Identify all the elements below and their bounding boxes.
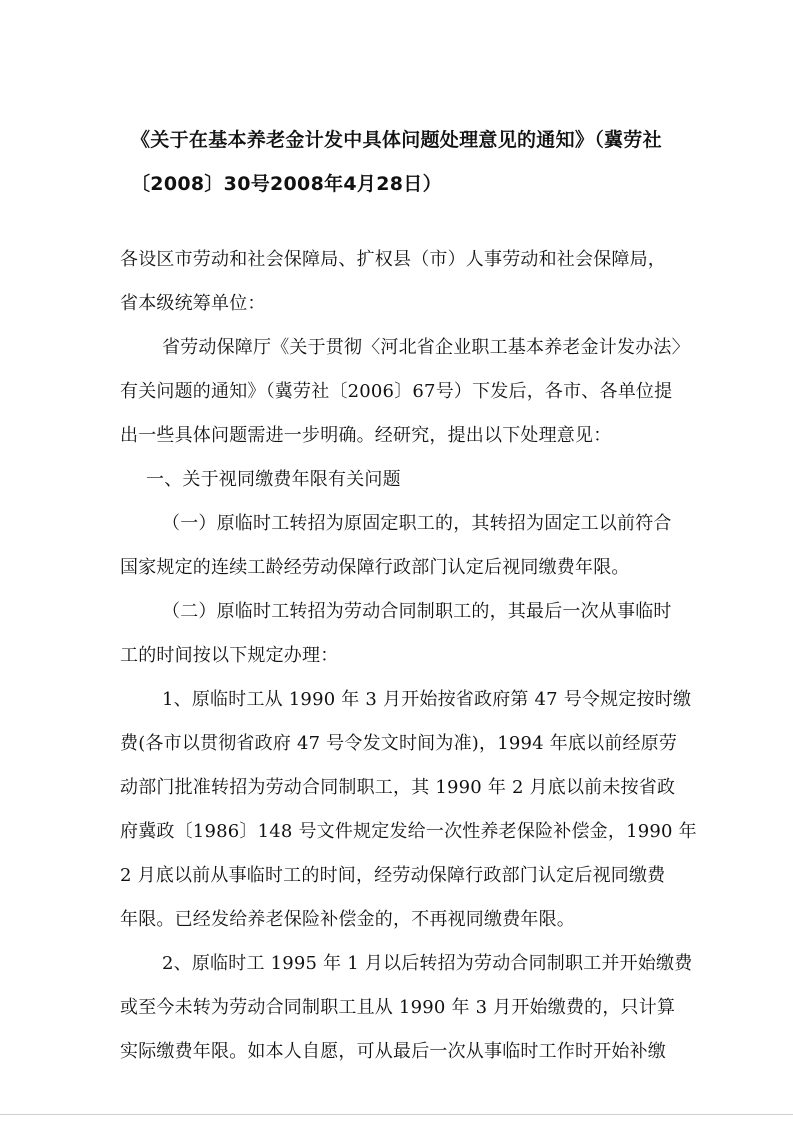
body-line-sub-1c: 动部门批准转招为劳动合同制职工，其 1990 年 2 月底以前未按省政: [120, 777, 676, 798]
body-line-sub-2c: 实际缴费年限。如本人自愿，可从最后一次从事临时工作时开始补缴: [120, 1041, 666, 1062]
body-line-sub-1b: 费(各市以贯彻省政府 47 号令发文时间为准)，1994 年底以前经原劳: [120, 733, 678, 754]
body-line-item-1a: （一）原临时工转招为原固定职工的，其转招为固定工以前符合: [162, 513, 672, 534]
document-title-line-1: 《关于在基本养老金计发中具体问题处理意见的通知》（冀劳社: [131, 129, 662, 151]
body-line-sub-1a: 1、原临时工从 1990 年 3 月开始按省政府第 47 号令规定按时缴: [162, 689, 692, 710]
section-heading-1: 一、关于视同缴费年限有关问题: [146, 469, 401, 490]
body-line-sub-2b: 或至今未转为劳动合同制职工且从 1990 年 3 月开始缴费的，只计算: [120, 997, 676, 1018]
document-title-line-2: 〔2008〕30号2008年4月28日）: [131, 173, 442, 195]
body-line-addressee-2: 省本级统筹单位：: [120, 293, 266, 314]
body-line-item-2b: 工的时间按以下规定办理：: [120, 645, 339, 666]
body-line-intro-2: 有关问题的通知》（冀劳社〔2006〕67号）下发后，各市、各单位提: [120, 381, 673, 402]
body-line-sub-1e: 2 月底以前从事临时工的时间，经劳动保障行政部门认定后视同缴费: [120, 865, 666, 886]
body-line-intro-1: 省劳动保障厅《关于贯彻〈河北省企业职工基本养老金计发办法〉: [162, 337, 690, 358]
body-line-sub-1d: 府冀政〔1986〕148 号文件规定发给一次性养老保险补偿金，1990 年: [120, 821, 697, 842]
body-line-addressee-1: 各设区市劳动和社会保障局、扩权县（市）人事劳动和社会保障局，: [120, 249, 666, 270]
body-line-intro-3: 出一些具体问题需进一步明确。经研究，提出以下处理意见：: [120, 425, 612, 446]
page-bottom-divider: [0, 1114, 793, 1115]
body-line-item-1b: 国家规定的连续工龄经劳动保障行政部门认定后视同缴费年限。: [120, 557, 630, 578]
body-line-sub-2a: 2、原临时工 1995 年 1 月以后转招为劳动合同制职工并开始缴费: [162, 953, 693, 974]
body-line-item-2a: （二）原临时工转招为劳动合同制职工的，其最后一次从事临时: [162, 601, 672, 622]
body-line-sub-1f: 年限。已经发给养老保险补偿金的，不再视同缴费年限。: [120, 909, 575, 930]
